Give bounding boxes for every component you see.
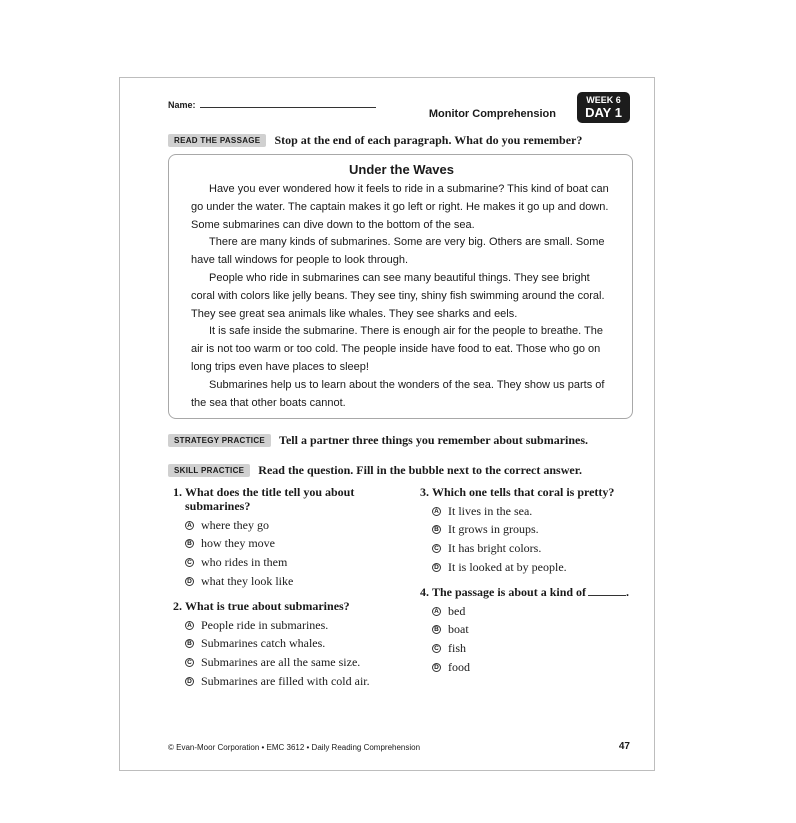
answer-text: Submarines are all the same size. (201, 654, 361, 669)
passage-paragraph: People who ride in submarines can see many beautiful things. They see bright coral with colors like jelly beans. They see tiny, shiny fish swimming around the coral. They see great sea animals like whales. They see sharks and eels. (191, 271, 605, 320)
name-line[interactable] (200, 107, 376, 108)
passage-paragraph: Have you ever wondered how it feels to ride in a submarine? This kind of boat can go under the water. The captain makes it go left or right. He makes it go up and down. Some submarines can dive down to the bottom of the sea. (191, 183, 609, 231)
answer-bubble-icon[interactable]: B (185, 639, 194, 648)
question-number: 2. (173, 599, 182, 613)
answer-bubble-icon[interactable]: C (185, 658, 194, 667)
answer-bubble-icon[interactable]: B (432, 625, 441, 634)
answer-text: It is looked at by people. (448, 559, 567, 574)
passage-paragraph: There are many kinds of submarines. Some are very big. Others are small. Some have tall windows for people to look through. (191, 236, 605, 267)
answer-option[interactable] (432, 558, 640, 577)
week-day-badge (577, 92, 630, 123)
fill-in-blank (588, 595, 626, 596)
answer-bubble-icon[interactable]: A (185, 521, 194, 530)
answer-text: bed (448, 603, 466, 618)
question-prompt: What does the title tell you about submarines? (185, 485, 355, 513)
question-1 (173, 485, 373, 590)
answer-text: People ride in submarines. (201, 617, 329, 632)
answer-bubble-icon[interactable]: C (432, 644, 441, 653)
page-number: 47 (618, 741, 630, 752)
answer-text: who rides in them (201, 554, 288, 569)
answer-option[interactable] (432, 658, 640, 677)
question-number: 1. (173, 485, 182, 499)
answer-bubble-icon[interactable]: D (185, 677, 194, 686)
question-4 (420, 585, 640, 676)
question-prompt: Which one tells that coral is pretty? (432, 485, 615, 499)
question-prompt-text: The passage is about a kind of (432, 585, 587, 599)
question-3 (420, 485, 640, 576)
answer-option[interactable] (185, 653, 403, 672)
question-text (420, 585, 640, 599)
answer-text: fish (448, 640, 466, 655)
answer-bubble-icon[interactable]: A (432, 507, 441, 516)
answer-text: where they go (201, 517, 269, 532)
answer-option[interactable] (185, 535, 373, 554)
answer-option[interactable] (185, 672, 403, 691)
day-label: DAY 1 (585, 105, 622, 120)
question-number: 4. (420, 585, 429, 599)
answer-bubble-icon[interactable]: C (432, 544, 441, 553)
answer-bubble-icon[interactable]: D (432, 563, 441, 572)
answer-option[interactable] (432, 639, 640, 658)
answer-option[interactable] (432, 621, 640, 640)
answer-option[interactable] (432, 602, 640, 621)
answer-bubble-icon[interactable]: B (432, 525, 441, 534)
question-prompt: What is true about submarines? (185, 599, 350, 613)
answer-option[interactable] (185, 616, 403, 635)
answer-option[interactable] (185, 635, 403, 654)
answer-bubble-icon[interactable]: A (432, 607, 441, 616)
skill-practice-tag: SKILL PRACTICE (168, 464, 250, 477)
question-prompt: The passage is about a kind of . (432, 585, 630, 599)
answer-text: boat (448, 622, 469, 637)
read-passage-row (168, 133, 582, 148)
answer-text: It lives in the sea. (448, 503, 533, 518)
answer-bubble-icon[interactable]: C (185, 558, 194, 567)
answer-option[interactable] (432, 521, 640, 540)
answer-options (173, 616, 403, 690)
question-text (173, 485, 373, 513)
answer-options (173, 516, 373, 590)
answer-text: food (448, 659, 470, 674)
question-text (173, 599, 403, 613)
answer-option[interactable] (432, 502, 640, 521)
answer-text: It grows in groups. (448, 522, 539, 537)
section-title: Monitor Comprehension (428, 108, 556, 120)
answer-option[interactable] (432, 539, 640, 558)
answer-text: Submarines catch whales. (201, 636, 326, 651)
answer-bubble-icon[interactable]: B (185, 539, 194, 548)
passage-paragraph: Submarines help us to learn about the wonders of the sea. They show us parts of the sea that other boats cannot. (191, 378, 605, 409)
answer-option[interactable] (185, 572, 373, 591)
passage-box (168, 154, 633, 419)
answer-option[interactable] (185, 516, 373, 535)
answer-options (420, 602, 640, 676)
question-text (420, 485, 640, 499)
passage-title: Under the Waves (349, 162, 454, 177)
skill-practice-instruction: Read the question. Fill in the bubble next to the correct answer. (258, 463, 582, 477)
answer-bubble-icon[interactable]: D (185, 577, 194, 586)
passage-paragraph: It is safe inside the submarine. There is enough air for the people to breathe. The air is not too warm or too cold. The people inside have food to eat. Those who go on long trips even have places to sleep! (191, 325, 604, 373)
question-2 (173, 599, 403, 690)
answer-text: Submarines are filled with cold air. (201, 673, 370, 688)
read-passage-tag: READ THE PASSAGE (168, 134, 266, 147)
question-number: 3. (420, 485, 429, 499)
footer-credit: © Evan-Moor Corporation • EMC 3612 • Daily Reading Comprehension (168, 743, 421, 752)
worksheet-page (119, 77, 655, 771)
answer-text: It has bright colors. (448, 540, 542, 555)
answer-options (420, 502, 640, 576)
answer-text: what they look like (201, 573, 294, 588)
name-label: Name: (168, 100, 196, 110)
strategy-practice-instruction: Tell a partner three things you remember about submarines. (279, 433, 589, 447)
strategy-practice-row (168, 433, 588, 448)
read-passage-instruction: Stop at the end of each paragraph. What do you remember? (274, 133, 583, 147)
answer-bubble-icon[interactable]: A (185, 621, 194, 630)
answer-text: how they move (201, 536, 275, 551)
answer-option[interactable] (185, 553, 373, 572)
week-label: WEEK 6 (586, 95, 621, 105)
answer-bubble-icon[interactable]: D (432, 663, 441, 672)
skill-practice-row (168, 463, 582, 478)
strategy-practice-tag: STRATEGY PRACTICE (168, 434, 271, 447)
